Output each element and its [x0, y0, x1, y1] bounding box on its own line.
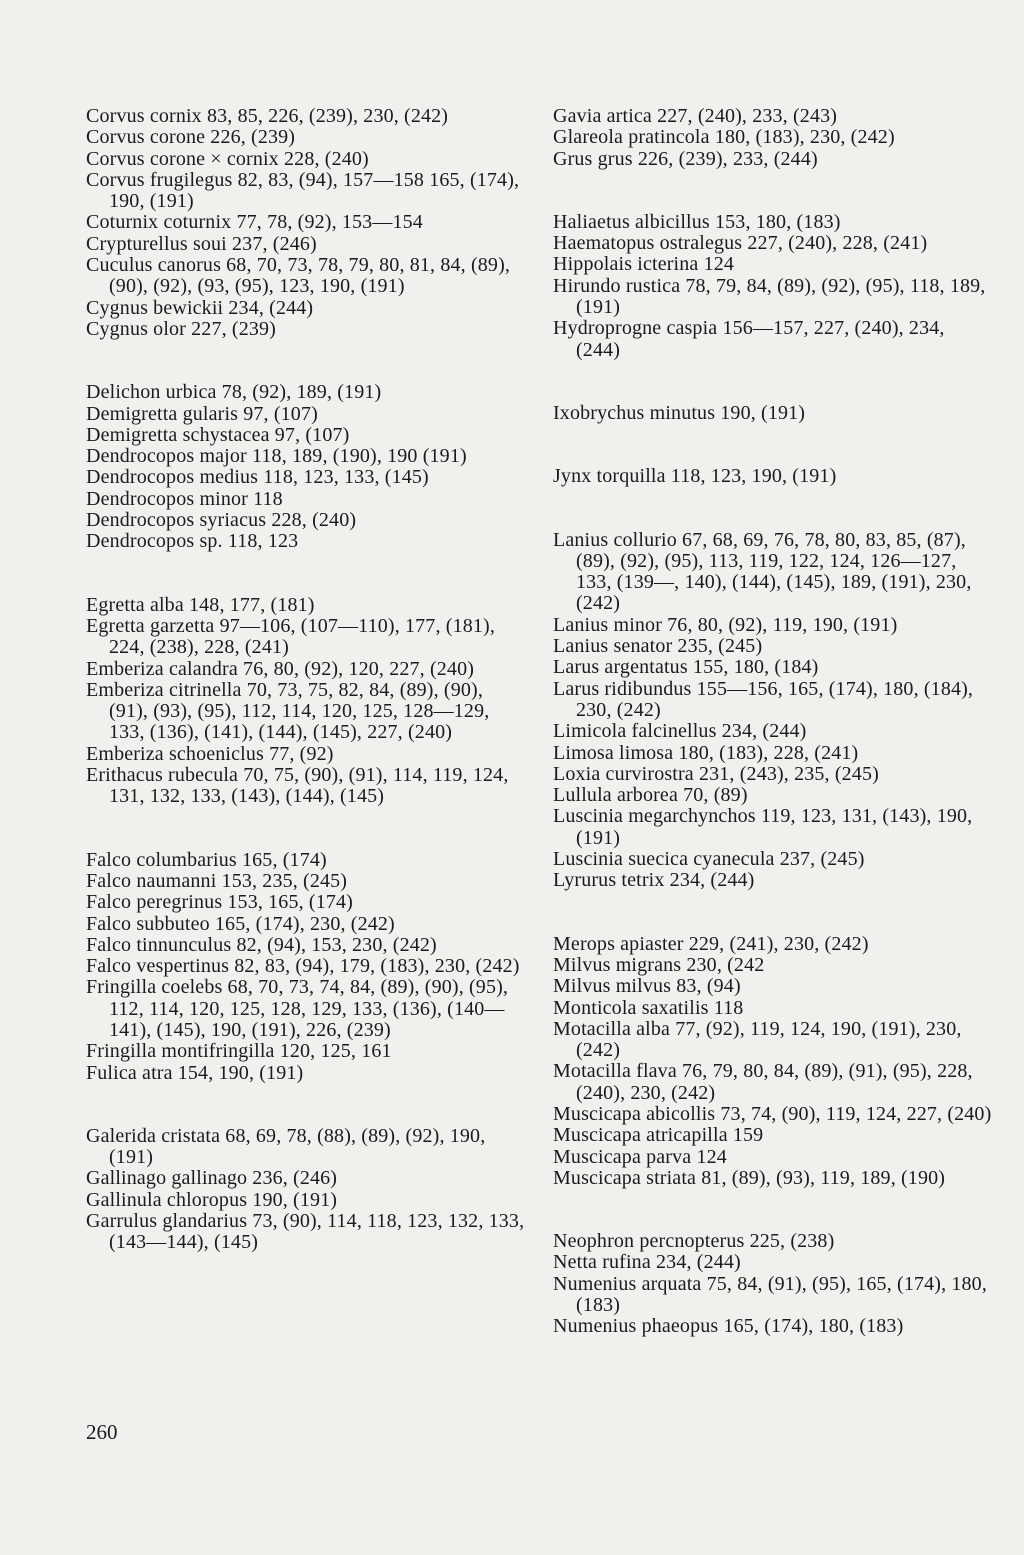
index-entry: Milvus migrans 230, (242 — [553, 953, 765, 976]
index-entry: Monticola saxatilis 118 — [553, 996, 744, 1019]
index-entry: Dendrocopos sp. 118, 123 — [86, 530, 299, 553]
index-entry: Haliaetus albicillus 153, 180, (183) — [553, 210, 841, 233]
index-entry: Egretta garzetta 97—106, (107—110), 177, (181), 224, (238), 228, (241) — [86, 614, 495, 659]
index-entry: Corvus corone × cornix 228, (240) — [86, 147, 369, 170]
index-entry: Dendrocopos major 118, 189, (190), 190 (191) — [86, 445, 467, 468]
index-entry: Delichon urbica 78, (92), 189, (191) — [86, 381, 382, 404]
index-group-f — [86, 850, 526, 1084]
index-group-i — [553, 403, 993, 424]
index-entry: Corvus corone 226, (239) — [86, 126, 296, 149]
index-entry: Haematopus ostralegus 227, (240), 228, (241) — [553, 232, 928, 255]
index-group-g — [553, 106, 993, 170]
index-entry: Numenius phaeopus 165, (174), 180, (183) — [553, 1315, 904, 1338]
index-entry: Falco vespertinus 82, 83, (94), 179, (183), 230, (242) — [86, 955, 520, 978]
index-entry: Limicola falcinellus 234, (244) — [553, 720, 807, 743]
index-group-h — [553, 212, 993, 361]
index-entry: Lyrurus tetrix 234, (244) — [553, 869, 755, 892]
index-entry: Motacilla flava 76, 79, 80, 84, (89), (91), (95), 228, (240), 230, (242) — [553, 1060, 973, 1104]
index-entry: Crypturellus soui 237, (246) — [86, 232, 317, 255]
index-entry: Motacilla alba 77, (92), 119, 124, 190, (191), 230, (242) — [553, 1017, 962, 1062]
index-entry: Lanius senator 235, (245) — [553, 635, 763, 658]
index-entry: Gallinula chloropus 190, (191) — [86, 1188, 338, 1211]
index-entry: Emberiza schoeniclus 77, (92) — [86, 742, 334, 765]
index-column-right — [553, 106, 993, 1380]
index-entry: Dendrocopos syriacus 228, (240) — [86, 509, 357, 532]
index-entry: Corvus frugilegus 82, 83, (94), 157—158 165, (174), 190, (191) — [86, 168, 520, 213]
index-entry: Netta rufina 234, (244) — [553, 1251, 741, 1274]
index-entry: Cygnus olor 227, (239) — [86, 317, 276, 340]
index-entry: Luscinia suecica cyanecula 237, (245) — [553, 848, 865, 871]
index-entry: Luscinia megarchynchos 119, 123, 131, (143), 190, (191) — [553, 805, 973, 849]
page-number: 260 — [86, 1420, 118, 1444]
index-entry: Loxia curvirostra 231, (243), 235, (245) — [553, 762, 879, 785]
index-entry: Dendrocopos minor 118 — [86, 487, 283, 510]
index-entry: Gavia artica 227, (240), 233, (243) — [553, 105, 838, 127]
index-entry: Fringilla montifringilla 120, 125, 161 — [86, 1040, 392, 1063]
index-entry: Emberiza citrinella 70, 73, 75, 82, 84, (89), (90), (91), (93), (95), 112, 114, 120, 125, 128—129, 133, (136), (141), (144), (145), 227, (240) — [86, 678, 490, 744]
index-entry: Demigretta gularis 97, (107) — [86, 402, 318, 425]
index-group-d — [86, 382, 526, 552]
index-group-c — [86, 106, 526, 340]
index-entry: Grus grus 226, (239), 233, (244) — [553, 147, 818, 170]
index-entry: Falco subbuteo 165, (174), 230, (242) — [86, 912, 395, 935]
index-entry: Jynx torquilla 118, 123, 190, (191) — [553, 465, 837, 488]
index-entry: Hirundo rustica 78, 79, 84, (89), (92), (95), 118, 189, (191) — [553, 274, 986, 319]
index-entry: Emberiza calandra 76, 80, (92), 120, 227, (240) — [86, 657, 475, 680]
index-entry: Lanius collurio 67, 68, 69, 76, 78, 80, 83, 85, (87), (89), (92), (95), 113, 119, 122, 124, 126—127, 133, (139—, 140), (144), (145), 189, (191), 230, (242) — [553, 528, 972, 615]
index-entry: Corvus cornix 83, 85, 226, (239), 230, (242) — [86, 105, 449, 127]
index-entry: Garrulus glandarius 73, (90), 114, 118, 123, 132, 133, (143—144), (145) — [86, 1210, 525, 1254]
index-entry: Fringilla coelebs 68, 70, 73, 74, 84, (89), (90), (95), 112, 114, 120, 125, 128, 129, 133, (136), (140—141), (145), 190, (191), 226, (239) — [86, 976, 509, 1041]
index-entry: Demigretta schystacea 97, (107) — [86, 423, 350, 446]
index-entry: Muscicapa atricapilla 159 — [553, 1124, 764, 1147]
index-entry: Egretta alba 148, 177, (181) — [86, 593, 315, 616]
index-entry: Cygnus bewickii 234, (244) — [86, 296, 314, 319]
index-group-m — [553, 934, 993, 1190]
index-entry: Falco columbarius 165, (174) — [86, 848, 327, 871]
index-entry: Limosa limosa 180, (183), 228, (241) — [553, 741, 859, 764]
index-entry: Coturnix coturnix 77, 78, (92), 153—154 — [86, 211, 423, 234]
index-entry: Cuculus canorus 68, 70, 73, 78, 79, 80, 81, 84, (89), (90), (92), (93, (95), 123, 190, (191) — [86, 254, 511, 298]
index-entry: Falco naumanni 153, 235, (245) — [86, 869, 348, 892]
index-entry: Muscicapa parva 124 — [553, 1145, 727, 1168]
index-entry: Numenius arquata 75, 84, (91), (95), 165, (174), 180, (183) — [553, 1272, 987, 1317]
index-column-left — [86, 106, 526, 1296]
index-entry: Falco peregrinus 153, 165, (174) — [86, 891, 353, 914]
index-entry: Larus argentatus 155, 180, (184) — [553, 656, 819, 679]
index-entry: Falco tinnunculus 82, (94), 153, 230, (242) — [86, 933, 437, 956]
index-group-n — [553, 1231, 993, 1337]
index-entry: Muscicapa striata 81, (89), (93), 119, 189, (190) — [553, 1166, 946, 1189]
index-entry: Hippolais icterina 124 — [553, 253, 735, 276]
index-entry: Merops apiaster 229, (241), 230, (242) — [553, 932, 869, 955]
index-entry: Glareola pratincola 180, (183), 230, (242) — [553, 126, 895, 149]
index-entry: Larus ridibundus 155—156, 165, (174), 180, (184), 230, (242) — [553, 677, 974, 721]
index-entry: Erithacus rubecula 70, 75, (90), (91), 114, 119, 124, 131, 132, 133, (143), (144), (145) — [86, 764, 509, 808]
index-entry: Gallinago gallinago 236, (246) — [86, 1167, 338, 1190]
index-entry: Muscicapa abicollis 73, 74, (90), 119, 124, 227, (240) — [553, 1102, 992, 1125]
index-entry: Milvus milvus 83, (94) — [553, 975, 741, 998]
index-entry: Galerida cristata 68, 69, 78, (88), (89), (92), 190, (191) — [86, 1124, 486, 1169]
index-entry: Lanius minor 76, 80, (92), 119, 190, (191) — [553, 613, 898, 636]
index-entry: Fulica atra 154, 190, (191) — [86, 1061, 304, 1084]
index-entry: Lullula arborea 70, (89) — [553, 784, 748, 807]
index-entry: Hydroprogne caspia 156—157, 227, (240), 234, (244) — [553, 317, 945, 361]
index-entry: Neophron percnopterus 225, (238) — [553, 1230, 835, 1253]
index-group-g — [86, 1126, 526, 1254]
index-group-e — [86, 595, 526, 808]
index-entry: Ixobrychus minutus 190, (191) — [553, 401, 806, 424]
index-group-j — [553, 466, 993, 487]
index-group-l — [553, 530, 993, 892]
index-entry: Dendrocopos medius 118, 123, 133, (145) — [86, 466, 429, 489]
